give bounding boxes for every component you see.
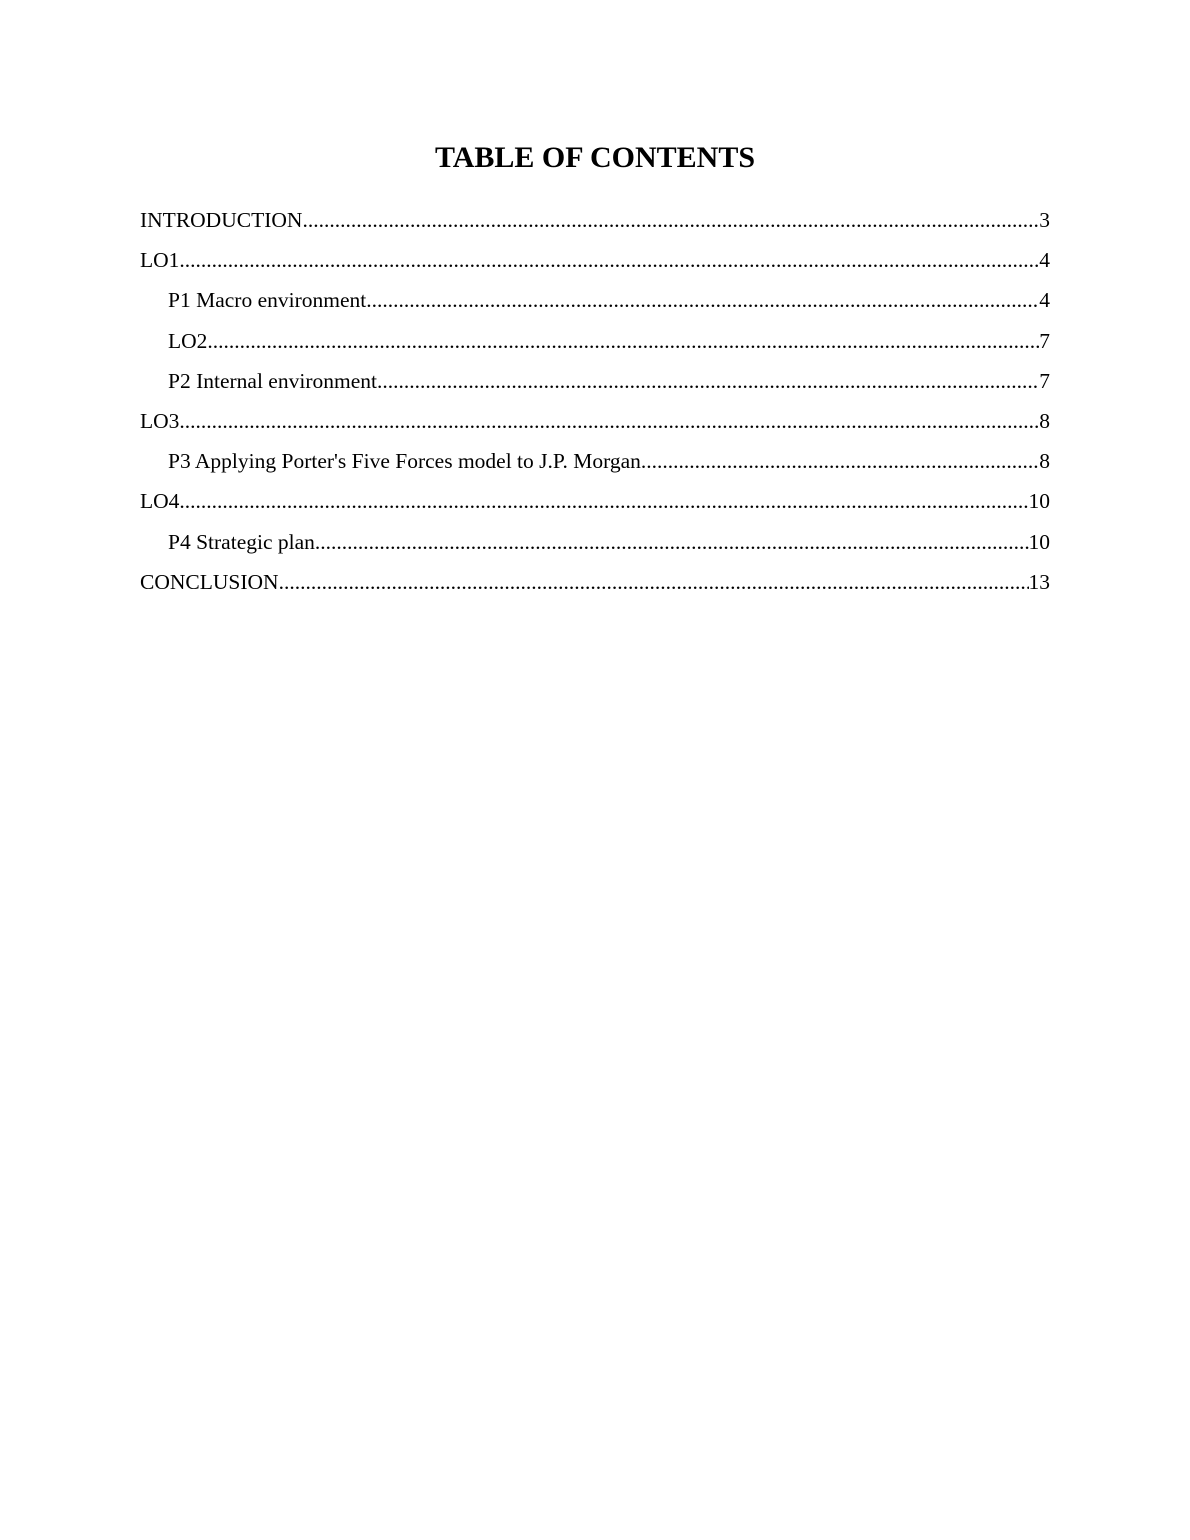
toc-entry-label: LO3 [140,408,180,433]
toc-entry-label: INTRODUCTION [140,208,303,232]
toc-page-number: 4 [1039,288,1050,313]
toc-entry-lo4[interactable] [140,481,1050,521]
toc-entry-label: P3 Applying Porter's Five Forces model to J.P. Morgan [168,449,641,474]
toc-page-number: 7 [1039,328,1050,353]
toc-entry-label: P4 Strategic plan [168,529,315,554]
toc-entry-label: P1 Macro environment [168,288,367,313]
toc-dot-leader [315,522,1029,562]
toc-dot-leader [377,361,1039,401]
toc-entry-conclusion[interactable] [140,562,1050,602]
toc-dot-leader [179,481,1028,521]
toc-entry-p2-internal-environment[interactable] [140,361,1050,401]
toc-dot-leader [302,200,1039,240]
toc-page-number: 4 [1039,248,1050,273]
toc-page-number: 8 [1039,408,1050,433]
toc-dot-leader [279,562,1029,602]
toc-entry-p1-macro-environment[interactable] [140,280,1050,320]
toc-page-number: 10 [1028,489,1050,514]
toc-entry-label: LO4 [140,489,180,514]
toc-entry-label: P2 Internal environment [168,368,377,393]
toc-page-number: 13 [1028,569,1050,594]
toc-list [140,200,1050,602]
toc-entry-p4-strategic-plan[interactable] [140,522,1050,562]
toc-dot-leader [366,280,1039,320]
toc-page-number: 10 [1028,529,1050,554]
toc-entry-lo3[interactable] [140,401,1050,441]
toc-entry-introduction[interactable] [140,200,1050,240]
toc-page-number: 8 [1039,449,1050,474]
toc-title: TABLE OF CONTENTS [434,141,756,174]
toc-entry-label: CONCLUSION [140,569,279,594]
toc-entry-lo1[interactable] [140,240,1050,280]
toc-dot-leader [179,401,1039,441]
toc-entry-lo2[interactable] [140,321,1050,361]
toc-entry-label: LO2 [168,328,208,353]
toc-entry-label: LO1 [140,248,180,273]
toc-dot-leader [641,441,1039,481]
toc-entry-p3-porters-five-forces[interactable] [140,441,1050,481]
toc-dot-leader [207,321,1039,361]
toc-dot-leader [179,240,1039,280]
toc-page-number: 7 [1039,368,1050,393]
toc-page-number: 3 [1039,208,1050,232]
